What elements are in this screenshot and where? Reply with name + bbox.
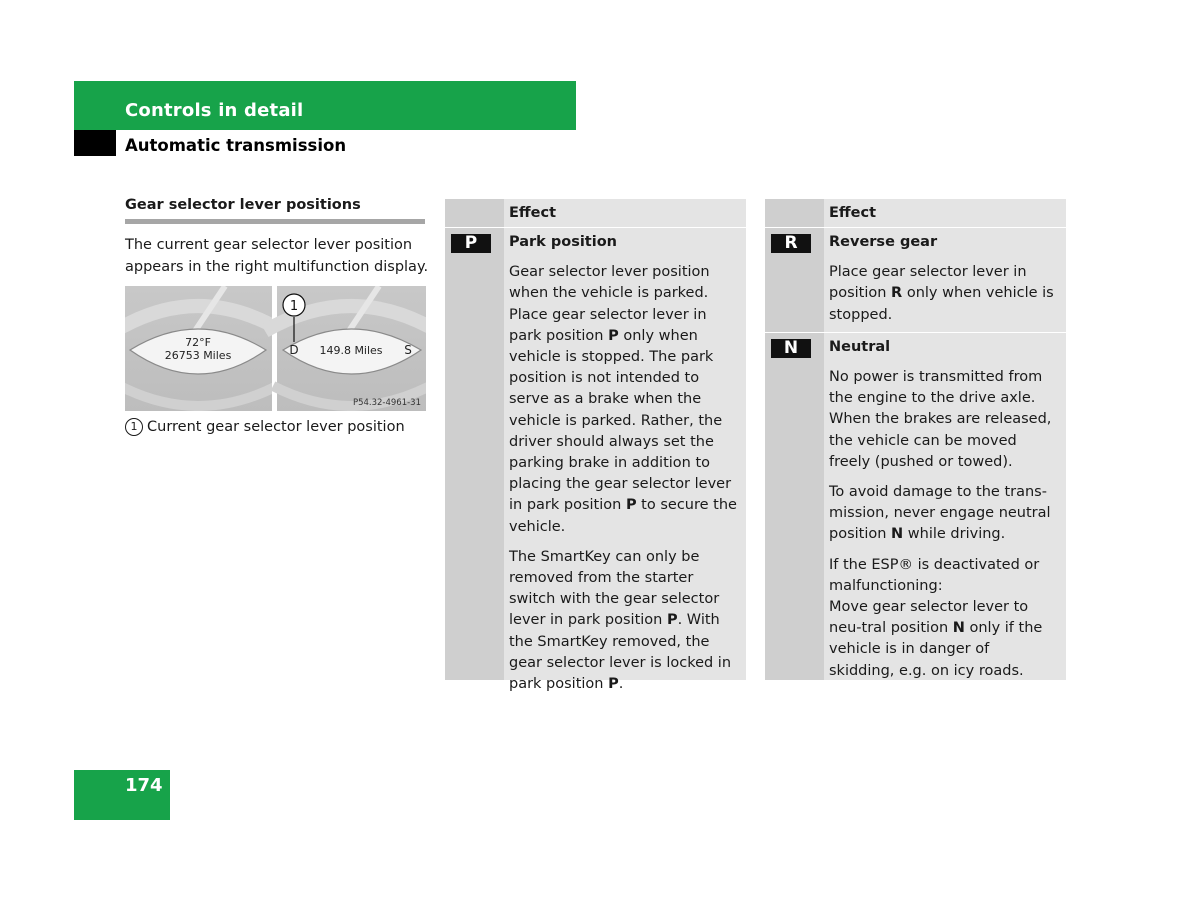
left-display-line2: 26753 Miles — [164, 349, 232, 362]
gear-table-left — [445, 199, 746, 693]
table-row — [765, 333, 1066, 688]
row-paragraph: Gear selector lever position when the vehicle is parked. Place gear selector lever in park position P only when vehicle is stopped. The park position is not intended to serve as a brake when the vehicle is parked. Rather, the driver should always set the parking brake in addition to placing the gear selector lever in park position P to secure the vehicle. — [509, 264, 737, 535]
row-paragraph: The SmartKey can only be removed from the starter switch with the gear selector lever in park position P. With the SmartKey removed, the gear selector lever is locked in park position P. — [509, 548, 732, 693]
row-paragraph: Place gear selector lever in position R only when vehicle is stopped. — [829, 264, 1054, 323]
subsection-heading: Gear selector lever positions — [125, 197, 425, 224]
page-number: 174 — [125, 775, 163, 796]
gear-key-badge: N — [771, 339, 811, 358]
right-display-value: 149.8 Miles — [319, 344, 383, 357]
row-title: Reverse gear — [829, 234, 938, 250]
table-row — [765, 228, 1066, 333]
intro-paragraph: The current gear selector lever position appears in the right multifunction display. — [125, 237, 429, 275]
row-paragraph: To avoid damage to the trans-mission, never engage neutral position N while driving. — [829, 484, 1051, 543]
figure-caption — [125, 417, 425, 438]
caption-number: 1 — [125, 418, 143, 436]
chapter-title: Controls in detail — [125, 100, 304, 121]
multifunction-display-illustration — [125, 286, 426, 411]
section-title: Automatic transmission — [125, 136, 347, 155]
image-code: P54.32-4961-31 — [352, 398, 421, 408]
gear-table-right — [765, 199, 1066, 680]
table-header: Effect — [445, 199, 746, 228]
row-paragraph: No power is transmitted from the engine to the drive axle. When the brakes are released, the vehicle can be moved freely (pushed or towed). — [829, 369, 1052, 470]
table-header: Effect — [765, 199, 1066, 228]
gear-key-badge: P — [451, 234, 491, 253]
gear-key-badge: R — [771, 234, 811, 253]
row-title: Park position — [509, 234, 617, 250]
header-marker — [74, 130, 116, 156]
row-title: Neutral — [829, 338, 891, 355]
caption-text: Current gear selector lever position — [147, 419, 405, 435]
row-paragraph: If the ESP® is deactivated or malfunctioning: Move gear selector lever to neu-tral position N only if the vehicle is in danger of skidding, e.g. on icy roads. — [829, 556, 1043, 679]
left-display-line1: 72°F — [185, 336, 211, 349]
callout-number: 1 — [289, 299, 299, 314]
right-display-side: S — [404, 343, 412, 357]
table-row — [445, 228, 746, 701]
right-display-gear: D — [289, 343, 299, 357]
